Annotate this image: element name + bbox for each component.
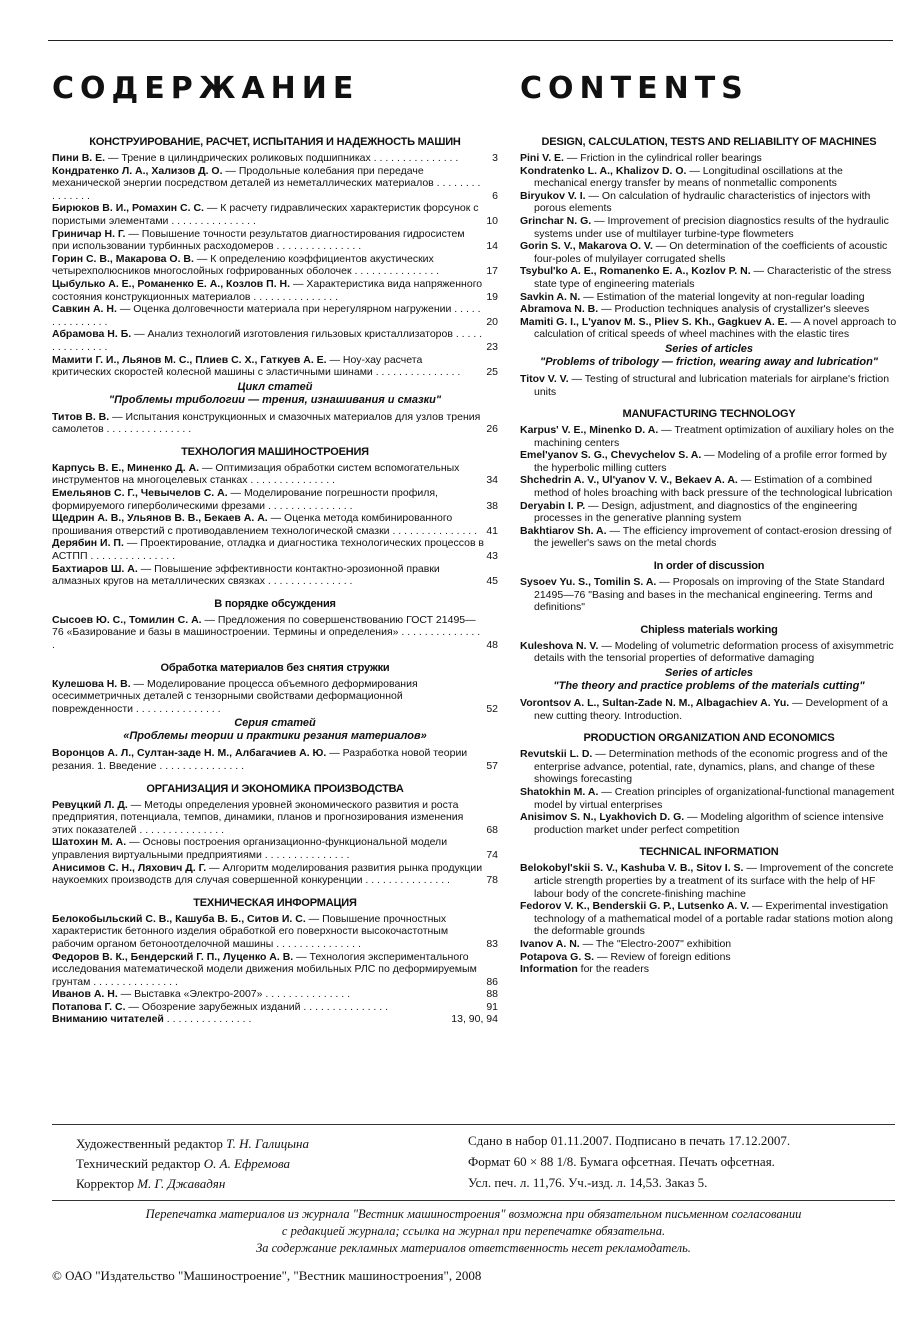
toc-entry [52, 228, 498, 253]
toc-entry [520, 963, 898, 976]
entry-title: — Предложения по совершенствованию ГОСТ 21495—76 «Базирование и базы в машиностроении. Термины и определения» . . . . . . . . . . . . . . . [52, 613, 481, 651]
entry-authors: Титов В. В. [52, 410, 110, 423]
toc-entry [52, 152, 498, 165]
toc-entry [520, 165, 898, 190]
toc-entry [52, 278, 498, 303]
entry-authors: Ivanov A. N. [520, 937, 580, 950]
entry-authors: Иванов А. Н. [52, 988, 118, 1001]
entry-title: — Характеристика вида напряженного состояния конструкционных материалов . . . . . . . . . . . . . . . [52, 277, 483, 303]
entry-authors: Федоров В. К., Бендерский Г. П., Луценко А. В. [52, 950, 294, 963]
entry-authors: Абрамова Н. Б. [52, 328, 132, 341]
entry-title: — Determination methods of the economic progress and of the enterprise advance, potential, rate, dynamics, plans, and change of these showings forecasting [534, 748, 888, 786]
entry-title: — Production techniques analysis of crystallizer's sleeves [598, 303, 870, 316]
toc-entry [52, 1013, 498, 1026]
toc-entry [52, 951, 498, 989]
notice-line: с редакцией журнала; ссылка на журнал при перепечатке обязательна. [281, 1224, 666, 1238]
section-heading: КОНСТРУИРОВАНИЕ, РАСЧЕТ, ИСПЫТАНИЯ И НАДЕЖНОСТЬ МАШИН [89, 136, 461, 148]
entry-authors: Vorontsov A. L., Sultan-Zade N. M., Albagachiev A. Yu. [520, 697, 790, 709]
entry-title: — Моделирование погрешности профиля, формируемого гиперболическими фрезами . . . . . . . . . . . . . . . [52, 487, 438, 512]
entry-page: 17 [486, 265, 498, 278]
entry-title: — Estimation of the material longevity at non-regular loading [580, 290, 865, 303]
notice-line: За содержание рекламных материалов ответственность несет рекламодатель. [256, 1241, 691, 1255]
entry-page: 41 [486, 524, 498, 537]
entry-authors: Шатохин М. А. [52, 836, 127, 849]
toc-entry [52, 537, 498, 562]
entry-page: 26 [486, 423, 498, 436]
toc-entry [52, 836, 498, 861]
entry-authors: Потапова Г. С. [52, 1000, 126, 1013]
toc-entry [52, 862, 498, 887]
contents-en-column [520, 72, 898, 976]
top-rule [48, 40, 893, 41]
footer-top-rule [52, 1124, 895, 1125]
series-label: Цикл статей [237, 380, 313, 393]
entry-authors: Shchedrin A. V., Ul'yanov V. V., Bekaev A. A. [520, 474, 738, 487]
entry-authors: Bakhtiarov Sh. A. [520, 524, 607, 537]
editor-line [76, 1134, 309, 1154]
entry-title: — Creation principles of organizational-functional management model by virtual enterprises [534, 785, 895, 811]
contents-ru-column [52, 72, 498, 1026]
series-label: Series of articles [664, 342, 754, 355]
entry-title: — Review of foreign editions [594, 950, 731, 963]
entry-page: 43 [486, 550, 498, 563]
series-label: Серия статей [234, 717, 316, 730]
entry-title: — Ноу-хау расчета критических скоростей колесной машины с эластичными шинами . . . . . . . . . . . . . . . [52, 353, 461, 379]
toc-entry [520, 951, 898, 964]
entry-page: 13, 90, 94 [451, 1013, 498, 1026]
toc-entry [52, 512, 498, 537]
entry-authors: Deryabin I. P. [520, 499, 586, 512]
contents-en-title: CONTENTS [520, 71, 749, 106]
entry-title: — Методы определения уровней экономического развития и роста предприятия, потенциала, темпов, динамики, планов и прогнозирования изменения этих показателей . . . . . . . . . . . . . . . [52, 798, 464, 836]
editor-line [76, 1154, 309, 1174]
series-label: Series of articles [664, 667, 754, 679]
entry-title: — Оценка метода комбинированного прошивания отверстий с противодавлением технологической смазки . . . . . . . . . . . . . . . [52, 512, 478, 537]
section-heading: ТЕХНОЛОГИЯ МАШИНОСТРОЕНИЯ [181, 445, 369, 458]
print-info-block [468, 1130, 790, 1193]
section-heading: MANUFACTURING TECHNOLOGY [622, 408, 796, 421]
entry-title: — Моделирование процесса объемного деформирования осесимметричных деталей с тензорными свойствами деформационной поврежденности . . . . . . . . . . . . . . . [52, 677, 418, 715]
entry-authors: Fedorov V. K., Benderskii G. P., Lutsenko A. V. [520, 900, 750, 913]
entry-title: — Повышение эффективности контактно-эрозионной правки алмазных кругов на металлических связках . . . . . . . . . . . . . . . [52, 562, 440, 588]
entry-title: — The "Electro-2007" exhibition [579, 937, 732, 950]
toc-entry [52, 1001, 498, 1014]
entry-authors: Анисимов С. Н., Ляхович Д. Г. [52, 861, 207, 874]
entry-title: — Characteristic of the stress state type of engineering materials [534, 265, 892, 290]
entry-title: — Development of a new cutting theory. Introduction. [534, 697, 888, 722]
editor-role: Художественный редактор [76, 1136, 227, 1151]
toc-entry [52, 747, 498, 772]
entry-authors: Revutskii L. D. [520, 748, 593, 761]
entry-page: 6 [492, 189, 498, 202]
entry-authors: Titov V. V. [520, 372, 569, 385]
contents-en-list [520, 136, 898, 976]
entry-title: — Estimation of a combined method of holes broaching with back pressure of the technological lubrication [534, 474, 893, 500]
entry-authors: Дерябин И. П. [52, 537, 124, 550]
editor-name: М. Г. Джавадян [137, 1176, 226, 1191]
entry-title: — Modeling algorithm of science intensive production market under perfect competition [534, 811, 884, 836]
toc-entry [520, 748, 898, 786]
entry-title: — Design, adjustment, and diagnostics of the engineering processes in the generative planning system [534, 499, 858, 525]
entry-authors: Emel'yanov S. G., Chevychelov S. A. [520, 449, 702, 462]
entry-page: 83 [486, 937, 498, 950]
entry-title: — Оптимизация обработки систем вспомогательных инструментов на многоцелевых станках . . . . . . . . . . . . . . . [52, 461, 460, 487]
section-heading: TECHNICAL INFORMATION [639, 846, 779, 859]
entry-authors: Belokobyl'skii S. V., Kashuba V. B., Sitov I. S. [520, 862, 744, 875]
toc-entry [520, 190, 898, 215]
entry-authors: Пини В. Е. [52, 152, 106, 164]
toc-entry [520, 862, 898, 900]
toc-entry [520, 525, 898, 550]
entry-authors: Кулешова Н. В. [52, 677, 131, 690]
series-title: "Проблемы трибологии — трения, изнашивания и смазки" [108, 393, 442, 406]
entry-authors: Savkin A. N. [520, 290, 581, 303]
section-heading: PRODUCTION ORGANIZATION AND ECONOMICS [583, 732, 835, 745]
entry-page: 38 [486, 499, 498, 512]
entry-authors: Pini V. E. [520, 152, 564, 164]
editors-block [76, 1134, 309, 1194]
editor-role: Технический редактор [76, 1156, 204, 1171]
entry-authors: Abramova N. B. [520, 303, 599, 316]
entry-title: — The efficiency improvement of contact-erosion dressing of the jeweller's saws on the metal chords [534, 524, 892, 550]
toc-entry [520, 811, 898, 836]
entry-title: — Treatment optimization of auxiliary holes on the machining centers [534, 424, 895, 449]
toc-entry [52, 354, 498, 379]
toc-entry [520, 265, 898, 290]
toc-entry [520, 697, 898, 722]
toc-entry [52, 411, 498, 436]
entry-authors: Kondratenko L. A., Khalizov D. O. [520, 164, 687, 177]
entry-authors: Сысоев Ю. С., Томилин С. А. [52, 613, 202, 626]
entry-title: — Обозрение зарубежных изданий . . . . . . . . . . . . . . . [125, 1000, 389, 1013]
entry-title: — Анализ технологий изготовления гильзовых кристаллизаторов . . . . . . . . . . . . . . . [52, 328, 483, 353]
entry-title: — Повышение прочностных характеристик бетонного изделия обработкой его поверхности высокочастотным рабочим органом бетоноотделочной машины . . . . . . . . . . . . . . . [52, 912, 449, 950]
entry-page: 68 [486, 823, 498, 836]
toc-entry [520, 938, 898, 951]
entry-title: — Трение в цилиндрических роликовых подшипниках . . . . . . . . . . . . . . . [105, 152, 459, 164]
entry-title: — Выставка «Электро-2007» . . . . . . . . . . . . . . . [117, 988, 350, 1001]
entry-title: — Продольные колебания при передаче механической энергии посредством деталей из неметаллических материалов . . . . . . . . . . . . . . . [52, 164, 481, 202]
section-heading: В порядке обсуждения [214, 597, 336, 610]
entry-authors: Potapova G. S. [520, 950, 595, 963]
toc-entry [520, 240, 898, 265]
section-heading: Chipless materials working [640, 623, 778, 636]
entry-authors: Карпусь В. Е., Миненко Д. А. [52, 461, 200, 474]
toc-entry [52, 165, 498, 203]
toc-entry [520, 316, 898, 341]
entry-page: 23 [486, 340, 498, 353]
entry-page: 34 [486, 474, 498, 487]
entry-authors: Karpus' V. E., Minenko D. A. [520, 424, 659, 437]
toc-entry [52, 678, 498, 716]
toc-entry [520, 373, 898, 398]
entry-title: — A novel approach to calculation of critical speeds of wheel machines with the elastic tires [534, 315, 897, 341]
entry-page: 45 [486, 575, 498, 588]
entry-title: — On calculation of hydraulic characteristics of injectors with porous elements [534, 189, 871, 215]
entry-authors: Белокобыльский С. В., Кашуба В. Б., Ситов И. С. [52, 912, 306, 925]
toc-entry [52, 253, 498, 278]
entry-page: 78 [486, 874, 498, 887]
entry-title: — Longitudinal oscillations at the mechanical energy transfer by means of nonmetallic components [534, 164, 843, 190]
entry-authors: Кондратенко Л. А., Хализов Д. О. [52, 164, 223, 177]
print-info-line: Сдано в набор 01.11.2007. Подписано в печать 17.12.2007. [468, 1133, 791, 1148]
section-heading: Обработка материалов без снятия стружки [160, 661, 390, 674]
entry-authors: Цыбулько А. Е., Романенко Е. А., Козлов П. Н. [52, 277, 291, 290]
entry-authors: Воронцов А. Л., Султан-заде Н. М., Албагачиев А. Ю. [52, 747, 327, 760]
toc-entry [520, 152, 898, 165]
toc-entry [52, 799, 498, 837]
toc-entry [52, 487, 498, 512]
entry-authors: Емельянов С. Г., Чевычелов С. А. [52, 487, 228, 500]
entry-authors: Гриничар Н. Г. [52, 227, 126, 240]
editor-name: О. А. Ефремова [203, 1156, 291, 1171]
entry-title: — Разработка новой теории резания. 1. Введение . . . . . . . . . . . . . . . [52, 747, 468, 772]
toc-entry [520, 424, 898, 449]
entry-page: 19 [486, 290, 498, 303]
entry-title: — К расчету гидравлических характеристик форсунок с пористыми элементами . . . . . . . . . . . . . . . [52, 202, 479, 227]
entry-page: 86 [486, 975, 498, 988]
entry-authors: Бирюков В. И., Ромахин С. С. [52, 202, 204, 215]
entry-authors: Gorin S. V., Makarova O. V. [520, 240, 653, 253]
toc-entry [520, 900, 898, 938]
entry-title: — Основы построения организационно-функциональной модели управления виртуальными предприятиями . . . . . . . . . . . . . . . [52, 836, 448, 861]
entry-title: — Improvement of precision diagnostics results of the hydraulic systems under use of multilayer turbine-type flowmeters [534, 214, 889, 240]
entry-page: 20 [486, 315, 498, 328]
entry-page: 91 [486, 1000, 498, 1013]
entry-page: 52 [486, 702, 498, 715]
entry-authors: Ревуцкий Л. Д. [52, 798, 128, 811]
entry-title: — Проектирование, отладка и диагностика технологических процессов в АСТПП . . . . . . . . . . . . . . . [52, 537, 485, 563]
footer-bottom-rule [52, 1200, 895, 1201]
entry-title: — К определению коэффициентов акустических четырехполюсников многослойных гофрированных оболочек . . . . . . . . . . . . . . . [52, 252, 440, 278]
section-heading: DESIGN, CALCULATION, TESTS AND RELIABILITY OF MACHINES [541, 136, 877, 148]
entry-page: 74 [486, 848, 498, 861]
editor-name: Т. Н. Галицына [226, 1136, 309, 1151]
entry-authors: Sysoev Yu. S., Tomilin S. A. [520, 576, 657, 589]
entry-authors: Biryukov V. I. [520, 189, 586, 202]
entry-title: — Алгоритм моделирования развития рынка продукции наукоемких производств для случая совершенной конкуренции . . . . . . . . . . . . . . . [52, 861, 483, 887]
toc-entry [52, 913, 498, 951]
toc-entry [520, 291, 898, 304]
entry-title: — Friction in the cylindrical roller bearings [563, 152, 762, 164]
toc-entry [52, 563, 498, 588]
toc-entry [520, 215, 898, 240]
entry-authors: Щедрин А. В., Ульянов В. В., Бекаев А. А. [52, 512, 268, 525]
series-title: «Проблемы теории и практики резания материалов» [123, 730, 427, 743]
entry-page: 25 [486, 366, 498, 379]
entry-title: — Testing of structural and lubrication materials for airplane's friction units [534, 372, 890, 398]
toc-entry [520, 449, 898, 474]
entry-title: for the readers [577, 963, 649, 976]
toc-entry [520, 576, 898, 614]
contents-ru-list [52, 136, 498, 1026]
toc-entry [520, 500, 898, 525]
toc-entry [52, 303, 498, 328]
entry-page: 3 [492, 152, 498, 164]
entry-page: 88 [486, 988, 498, 1001]
editor-role: Корректор [76, 1176, 138, 1191]
reprint-notice [52, 1206, 895, 1257]
entry-authors: Mamiti G. I., L'yanov M. S., Pliev S. Kh., Gagkuev A. E. [520, 315, 788, 328]
entry-title: — On determination of the coefficients of acoustic four-poles of mulyilayer corrugated shells [534, 240, 888, 265]
notice-line: Перепечатка материалов из журнала "Вестник машиностроения" возможна при обязательном письменном согласовании [145, 1207, 802, 1221]
entry-title: — Оценка долговечности материала при нерегулярном нагружении . . . . . . . . . . . . . . . [52, 303, 481, 328]
entry-authors: Горин С. В., Макарова О. В. [52, 252, 194, 265]
toc-entry [52, 462, 498, 487]
toc-entry [52, 988, 498, 1001]
entry-authors: Вниманию читателей [52, 1013, 164, 1026]
toc-entry [520, 303, 898, 316]
section-heading: In order of discussion [653, 560, 765, 573]
entry-authors: Tsybul'ko A. E., Romanenko E. A., Kozlov P. N. [520, 265, 751, 278]
toc-entry [52, 614, 498, 652]
entry-authors: Grinchar N. G. [520, 214, 592, 227]
toc-entry [520, 640, 898, 665]
toc-entry [520, 786, 898, 811]
entry-title: — Experimental investigation technology of a mathematical model of a portable radar stations motion along the deformable grounds [534, 900, 893, 938]
print-info-line: Усл. печ. л. 11,76. Уч.-изд. л. 14,53. Заказ 5. [468, 1175, 708, 1190]
toc-entry [520, 474, 898, 499]
entry-authors: Мамити Г. И., Льянов М. С., Плиев С. Х., Гаткуев А. Е. [52, 353, 327, 366]
entry-title: — Proposals on improving of the State Standard 21495—76 "Basing and bases in the mechanical engineering. Terms and definitions" [534, 576, 885, 614]
series-title: "Problems of tribology — friction, wearing away and lubrication" [539, 355, 879, 368]
entry-authors: Савкин А. Н. [52, 303, 117, 316]
section-heading: ТЕХНИЧЕСКАЯ ИНФОРМАЦИЯ [193, 896, 357, 909]
entry-title: . . . . . . . . . . . . . . . [163, 1013, 252, 1026]
section-heading: ОРГАНИЗАЦИЯ И ЭКОНОМИКА ПРОИЗВОДСТВА [146, 782, 404, 795]
entry-title: — Повышение точности результатов диагностирования гидросистем при использовании турбинных расходомеров . . . . . . . . . . . . . . . [52, 227, 465, 253]
copyright: © ОАО "Издательство "Машиностроение", "Вестник машиностроения", 2008 [52, 1268, 482, 1283]
entry-authors: Anisimov S. N., Lyakhovich D. G. [520, 811, 685, 824]
entry-title: — Modeling of a profile error formed by the hyperbolic milling cutters [534, 449, 887, 474]
entry-authors: Kuleshova N. V. [520, 639, 599, 652]
editor-line [76, 1174, 309, 1194]
toc-entry [52, 202, 498, 227]
entry-title: — Технология экспериментального исследования математической модели движения мобильных РЛС по деформируемым грунтам . . . . . . . . . . . . . . . [52, 950, 477, 988]
entry-authors: Бахтиаров Ш. А. [52, 562, 138, 575]
entry-authors: Information [520, 963, 578, 976]
series-title: "The theory and practice problems of the materials cutting" [553, 680, 865, 692]
entry-title: — Modeling of volumetric deformation process of axisymmetric details with the tensorial properties of deformative damaging [534, 639, 894, 665]
print-info-line: Формат 60 × 88 1/8. Бумага офсетная. Печать офсетная. [468, 1154, 775, 1169]
entry-page: 10 [486, 214, 498, 227]
toc-entry [52, 328, 498, 353]
entry-page: 57 [486, 759, 498, 772]
entry-authors: Shatokhin M. A. [520, 785, 599, 798]
entry-title: — Испытания конструкционных и смазочных материалов для узлов трения самолетов . . . . . . . . . . . . . . . [52, 410, 481, 436]
entry-page: 14 [486, 240, 498, 253]
entry-title: — Improvement of the concrete article strength properties by a treatment of its surface with the help of HF labour body of the concrete-finishing machine [534, 862, 894, 900]
contents-ru-title: СОДЕРЖАНИЕ [52, 71, 360, 106]
entry-page: 48 [486, 639, 498, 651]
